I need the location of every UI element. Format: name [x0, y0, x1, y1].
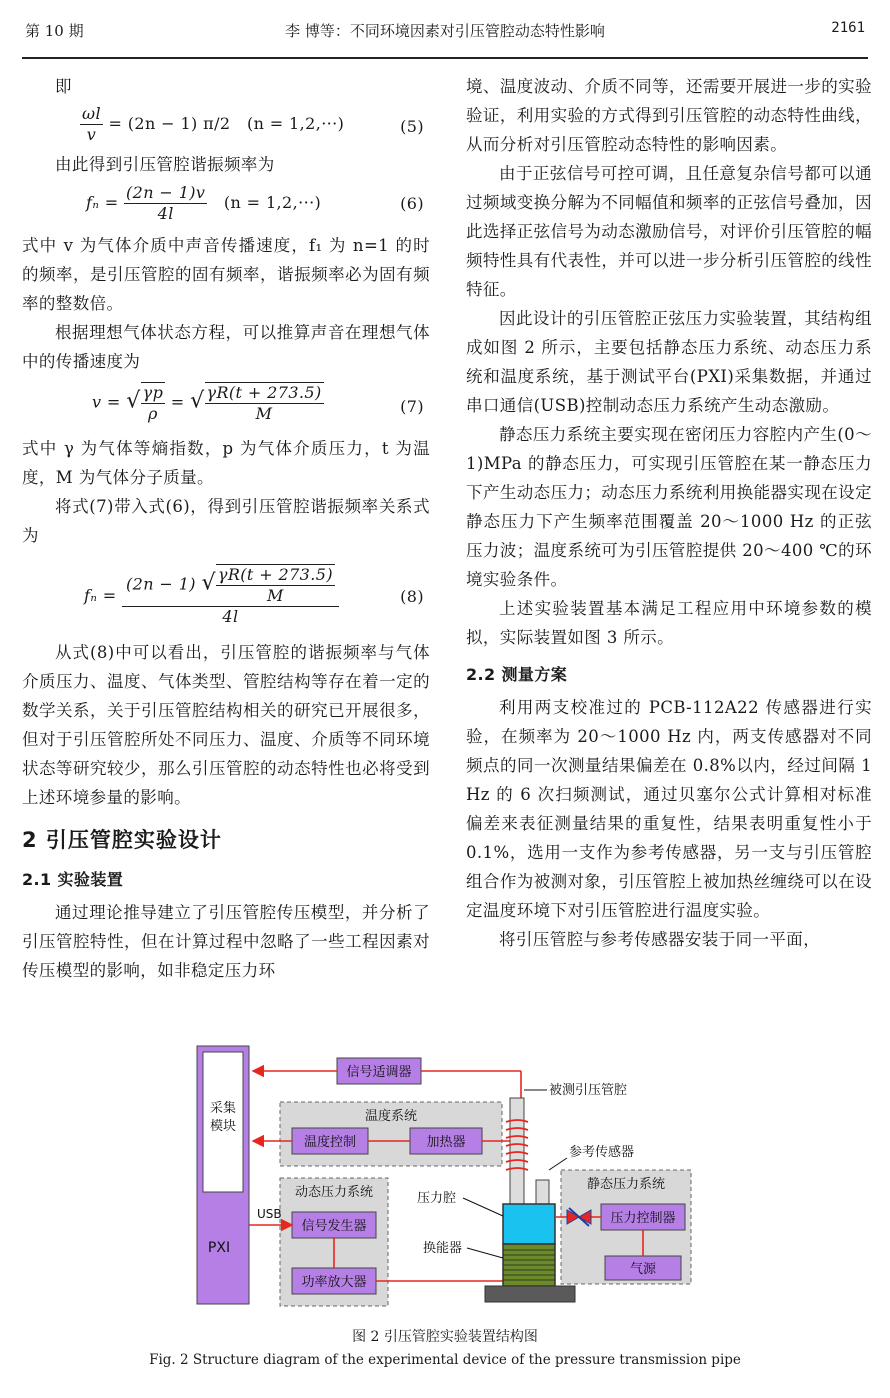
running-title: 李 博等：不同环境因素对引压管腔动态特性影响: [285, 22, 605, 40]
eq5-label: (5): [400, 117, 424, 136]
dynamic-pressure-system-label: 动态压力系统: [294, 1185, 374, 1200]
section-2-2-heading: 2.2 测量方案: [466, 665, 568, 684]
eq8-lhs: fₙ =: [84, 586, 117, 605]
eq7-label: (7): [400, 397, 424, 416]
temperature-system-label: 温度系统: [364, 1109, 418, 1124]
eq7-lhs: v =: [92, 392, 121, 412]
eq5-rhs: = (2n − 1) π/2: [108, 114, 231, 133]
pressure-chamber: [503, 1204, 555, 1244]
para-theory: 通过理论推导建立了引压管腔传压模型，并分析了引压管腔特性，但在计算过程中忽略了一些工程因素对传压模型的影响，如非稳定压力环: [22, 903, 430, 980]
eq7-root2-den: M: [255, 404, 273, 423]
para-continued: 境、温度波动、介质不同等，还需要开展进一步的实验验证，利用实验的方式得到引压管腔的动态特性曲线，从而分析对引压管腔动态特性的影响因素。: [466, 77, 872, 154]
eq8-denominator: 4l: [222, 607, 239, 626]
header-rule: [22, 57, 868, 59]
gas-source-label: 气源: [629, 1262, 657, 1277]
para-measurement: 利用两支校准过的 PCB-112A22 传感器进行实验，在频率为 20～1000 Hz 内，两支传感器对不同频点的同一次测量结果偏差在 0.8%以内，经过间隔 1 Hz 的 6 次扫频测试，通过贝塞尔公式计算相对标准偏差来表征测量结果的重复性，结果表明重复性小于 0.1%，选用一支作为参考传感器，另一支与引压管腔组合作为被测对象，引压管腔上被加热丝缠绕可以在设定温度环境下对引压管腔进行温度实验。: [466, 698, 872, 920]
pressure-controller-label: 压力控制器: [610, 1211, 676, 1226]
eq6-denominator: 4l: [157, 204, 174, 223]
pressure-chamber-label: 压力腔: [417, 1191, 457, 1206]
eq8-label: (8): [400, 587, 424, 606]
temperature-control-label: 温度控制: [303, 1135, 357, 1150]
para-ji: 即: [55, 77, 72, 96]
eq7-root1-num: γp: [142, 383, 164, 402]
acquisition-label-1: 采集: [209, 1101, 237, 1116]
right-column: [466, 72, 872, 954]
para-resonance-intro: 由此得到引压管腔谐振频率为: [55, 155, 275, 174]
para-substitute: 将式(7)带入式(6)，得到引压管腔谐振频率关系式为: [22, 497, 430, 545]
eq8-root-num: γR(t + 273.5): [217, 565, 333, 584]
eq8-num-left: (2n − 1): [126, 574, 196, 594]
para-sine-signal: 由于正弦信号可控可调，且任意复杂信号都可以通过频域变换分解为不同幅值和频率的正弦信号叠加，因此选择正弦信号为动态激励信号，对评价引压管腔的幅频特性具有代表性，并可以进一步分析引压管腔的线性特征。: [466, 164, 872, 299]
para-meets-requirements: 上述实验装置基本满足工程应用中环境参数的模拟，实际装置如图 3 所示。: [466, 599, 872, 647]
eq6-condition: (n = 1,2,···): [223, 193, 322, 212]
eq8-root-den: M: [267, 586, 284, 605]
reference-sensor-label: 参考传感器: [569, 1145, 635, 1160]
eq6-label: (6): [400, 194, 424, 213]
pxi-label: PXI: [207, 1240, 231, 1256]
static-pressure-system-label: 静态压力系统: [586, 1177, 666, 1192]
issue-number: 第 10 期: [25, 22, 84, 40]
acquisition-label-2: 模块: [209, 1119, 237, 1134]
signal-generator-label: 信号发生器: [301, 1219, 367, 1234]
figure-caption-en: Fig. 2 Structure diagram of the experimental device of the pressure transmission pipe: [149, 1352, 741, 1368]
eq6-numerator: (2n − 1)v: [126, 183, 206, 202]
transducer-label: 换能器: [423, 1241, 463, 1256]
para-install: 将引压管腔与参考传感器安装于同一平面，: [499, 930, 821, 949]
equation-6: [22, 179, 430, 231]
para-ideal-gas: 根据理想气体状态方程，可以推算声音在理想气体中的传播速度为: [22, 323, 430, 371]
power-amplifier-label: 功率放大器: [301, 1275, 367, 1290]
figure-caption-cn: 图 2 引压管腔实验装置结构图: [352, 1329, 538, 1345]
page-number: 2161: [831, 20, 865, 36]
eq7-equals: =: [170, 392, 185, 412]
section-2-heading: 2 引压管腔实验设计: [22, 828, 222, 852]
signal-conditioner-label: 信号适调器: [346, 1065, 412, 1080]
eq5-denominator: v: [86, 125, 97, 144]
section-2-1-heading: 2.1 实验装置: [22, 870, 124, 889]
para-static-pressure: 静态压力系统主要实现在密闭压力容腔内产生(0～1)MPa 的静态压力，可实现引压管腔在某一静态压力下产生动态压力；动态压力系统利用换能器实现在设定静态压力下产生频率范围覆盖 20～1000 Hz 的正弦压力波；温度系统可为引压管腔提供 20～400 ℃的环境实验条件。: [466, 425, 872, 589]
eq5-numerator: ωl: [82, 104, 101, 123]
eq6-lhs: fₙ =: [86, 193, 119, 212]
base-plate: [485, 1286, 575, 1302]
reference-sensor: [536, 1180, 549, 1206]
eq7-root1-den: ρ: [148, 404, 158, 423]
equation-7: v = √ $\frac{\gamma p}{\rho}$ = √ $\frac{\gamma R(t + 273.5)}{M}$ (7): [92, 383, 424, 423]
para-from-eq8: 从式(8)中可以看出，引压管腔的谐振频率与气体介质压力、温度、气体类型、管腔结构等存在着一定的数学关系，关于引压管腔结构相关的研究已开展很多，但对于引压管腔所处不同压力、温度、介质等不同环境状态等研究较少，那么引压管腔的动态特性也必将受到上述环境参量的影响。: [22, 643, 430, 807]
figure-2-diagram: [195, 1040, 695, 1310]
equation-5: [22, 102, 430, 150]
equation-8: fₙ = (2n − 1) √ $\frac{\gamma R(t + 273.5)}{M}$ 4l (8): [84, 565, 424, 626]
usb-label: USB: [257, 1207, 282, 1221]
para-device-design: 因此设计的引压管腔正弦压力实验装置，其结构组成如图 2 所示，主要包括静态压力系统、动态压力系统和温度系统，基于测试平台(PXI)采集数据，并通过串口通信(USB)控制动态压力系统产生动态激励。: [466, 309, 872, 415]
eq7-root2-num: γR(t + 273.5): [206, 383, 322, 402]
para-after-eq7: 式中 γ 为气体等熵指数，p 为气体介质压力，t 为温度，M 为气体分子质量。: [22, 439, 430, 487]
para-after-eq6: 式中 v 为气体介质中声音传播速度，f₁ 为 n=1 的时的频率，是引压管腔的固有频率，谐振频率必为固有频率的整数倍。: [22, 236, 430, 313]
pipe-under-test-label: 被测引压管腔: [549, 1083, 628, 1098]
eq5-condition: (n = 1,2,···): [246, 114, 345, 133]
running-header: [25, 20, 865, 46]
heater-label: 加热器: [426, 1135, 466, 1150]
left-column: [22, 72, 430, 985]
